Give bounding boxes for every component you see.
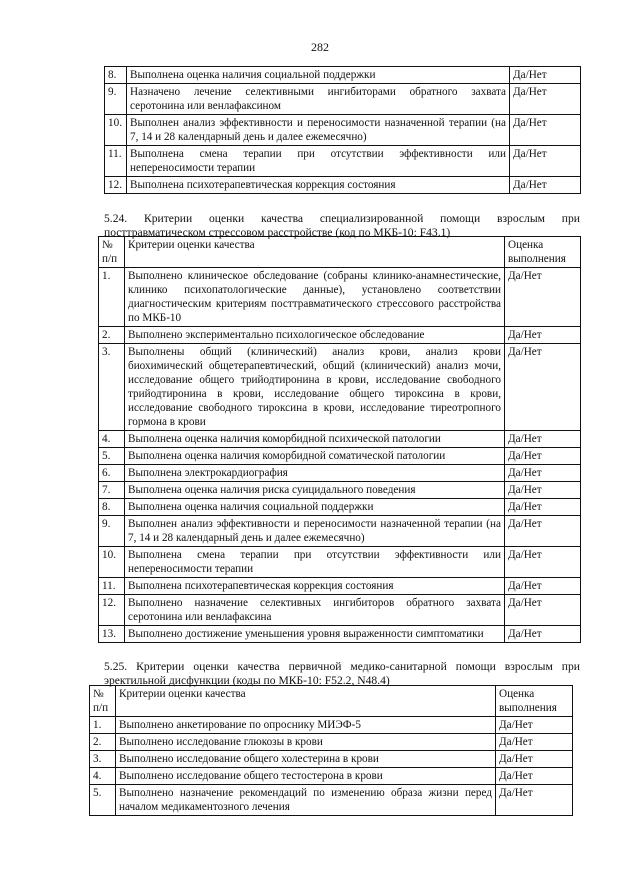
row-number: 12. <box>105 177 127 194</box>
row-number: 8. <box>105 67 127 84</box>
header-number: № п/п <box>99 237 125 268</box>
row-result: Да/Нет <box>505 499 581 516</box>
row-number: 11. <box>99 578 125 595</box>
row-number: 1. <box>90 717 116 734</box>
table-row <box>99 465 581 482</box>
row-criterion: Выполнено экспериментально психологическое обследование <box>125 327 505 344</box>
row-result: Да/Нет <box>496 768 573 785</box>
table-row <box>99 547 581 578</box>
table-row <box>99 431 581 448</box>
table-header-row <box>90 686 573 717</box>
page-number: 282 <box>311 40 329 54</box>
table-row <box>105 146 581 177</box>
row-criterion: Выполнено назначение рекомендаций по изменению образа жизни перед началом медикаментозного лечения <box>116 785 496 816</box>
row-number: 5. <box>99 448 125 465</box>
row-number: 9. <box>99 516 125 547</box>
row-criterion: Выполнена электрокардиография <box>125 465 505 482</box>
row-criterion: Выполнена оценка наличия социальной поддержки <box>125 499 505 516</box>
header-number: № п/п <box>90 686 116 717</box>
row-result: Да/Нет <box>505 448 581 465</box>
row-number: 4. <box>90 768 116 785</box>
row-result: Да/Нет <box>496 785 573 816</box>
row-number: 7. <box>99 482 125 499</box>
section-5-25-table <box>89 685 573 816</box>
table-row <box>99 327 581 344</box>
row-criterion: Выполнено клиническое обследование (собраны клинико-анамнестические, клинико психопатологические данные), установлено соответствии диагностическим критериям посттравматического стрессового расстройства по МКБ-10 <box>125 268 505 327</box>
row-result: Да/Нет <box>505 344 581 431</box>
table-row <box>99 344 581 431</box>
row-number: 3. <box>99 344 125 431</box>
row-criterion: Выполнена смена терапии при отсутствии эффективности или непереносимости терапии <box>127 146 510 177</box>
top-criteria-table <box>104 66 581 194</box>
row-criterion: Выполнено анкетирование по опроснику МИЭФ-5 <box>116 717 496 734</box>
row-result: Да/Нет <box>510 84 581 115</box>
row-number: 12. <box>99 595 125 626</box>
row-result: Да/Нет <box>505 482 581 499</box>
table-row <box>99 499 581 516</box>
row-criterion: Назначено лечение селективными ингибиторами обратного захвата серотонина или венлафаксином <box>127 84 510 115</box>
table-row <box>105 84 581 115</box>
row-number: 10. <box>99 547 125 578</box>
row-criterion: Выполнена оценка наличия коморбидной соматической патологии <box>125 448 505 465</box>
row-criterion: Выполнена оценка наличия коморбидной психической патологии <box>125 431 505 448</box>
row-result: Да/Нет <box>505 578 581 595</box>
row-criterion: Выполнено назначение селективных ингибиторов обратного захвата серотонина или венлафаксина <box>125 595 505 626</box>
header-result: Оценка выполнения <box>505 237 581 268</box>
row-result: Да/Нет <box>505 516 581 547</box>
table-row <box>90 734 573 751</box>
row-result: Да/Нет <box>505 626 581 643</box>
header-criteria: Критерии оценки качества <box>116 686 496 717</box>
row-number: 13. <box>99 626 125 643</box>
row-criterion: Выполнен анализ эффективности и переносимости назначенной терапии (на 7, 14 и 28 календарный день и далее ежемесячно) <box>127 115 510 146</box>
row-number: 4. <box>99 431 125 448</box>
row-criterion: Выполнена психотерапевтическая коррекция состояния <box>127 177 510 194</box>
table-row <box>105 67 581 84</box>
table-row <box>90 768 573 785</box>
table-row <box>99 448 581 465</box>
row-result: Да/Нет <box>496 717 573 734</box>
row-result: Да/Нет <box>505 268 581 327</box>
row-criterion: Выполнено исследование глюкозы в крови <box>116 734 496 751</box>
row-number: 9. <box>105 84 127 115</box>
row-criterion: Выполнен анализ эффективности и переносимости назначенной терапии (на 7, 14 и 28 календарный день и далее ежемесячно) <box>125 516 505 547</box>
row-criterion: Выполнено достижение уменьшения уровня выраженности симптоматики <box>125 626 505 643</box>
table-row <box>99 268 581 327</box>
row-number: 8. <box>99 499 125 516</box>
row-result: Да/Нет <box>510 146 581 177</box>
row-criterion: Выполнена оценка наличия социальной поддержки <box>127 67 510 84</box>
row-result: Да/Нет <box>496 734 573 751</box>
header-result: Оценка выполнения <box>496 686 573 717</box>
row-number: 1. <box>99 268 125 327</box>
section-5-24-heading: 5.24. Критерии оценки качества специализированной помощи взрослым при посттравматическом стрессовом расстройстве (код по МКБ-10: F43.1) <box>104 212 580 239</box>
table-header-row <box>99 237 581 268</box>
row-number: 6. <box>99 465 125 482</box>
table-row <box>99 626 581 643</box>
row-number: 2. <box>90 734 116 751</box>
table-row <box>90 785 573 816</box>
row-number: 3. <box>90 751 116 768</box>
row-result: Да/Нет <box>505 431 581 448</box>
row-number: 5. <box>90 785 116 816</box>
row-criterion: Выполнена психотерапевтическая коррекция состояния <box>125 578 505 595</box>
row-result: Да/Нет <box>505 595 581 626</box>
row-number: 10. <box>105 115 127 146</box>
row-criterion: Выполнено исследование общего тестостерона в крови <box>116 768 496 785</box>
row-criterion: Выполнены общий (клинический) анализ крови, анализ крови биохимический общетерапевтический, общий (клинический) анализ мочи, исследование общего трийодтиронина в крови, исследование свободного трийодтиронина в крови, исследование общего тироксина в крови, исследование свободного тироксина в крови, исследование тиреотропного гормона в крови <box>125 344 505 431</box>
row-result: Да/Нет <box>510 115 581 146</box>
table-row <box>99 578 581 595</box>
row-result: Да/Нет <box>510 67 581 84</box>
row-criterion: Выполнена смена терапии при отсутствии эффективности или непереносимости терапии <box>125 547 505 578</box>
table-row <box>90 751 573 768</box>
row-result: Да/Нет <box>505 547 581 578</box>
section-5-25-heading: 5.25. Критерии оценки качества первичной медико-санитарной помощи взрослым при эректильной дисфункции (коды по МКБ-10: F52.2, N48.4) <box>104 660 580 687</box>
row-result: Да/Нет <box>496 751 573 768</box>
table-row <box>90 717 573 734</box>
table-row <box>99 595 581 626</box>
header-criteria: Критерии оценки качества <box>125 237 505 268</box>
table-row <box>105 177 581 194</box>
row-result: Да/Нет <box>505 327 581 344</box>
row-result: Да/Нет <box>505 465 581 482</box>
row-number: 11. <box>105 146 127 177</box>
table-row <box>105 115 581 146</box>
table-row <box>99 482 581 499</box>
row-result: Да/Нет <box>510 177 581 194</box>
row-criterion: Выполнено исследование общего холестерина в крови <box>116 751 496 768</box>
row-number: 2. <box>99 327 125 344</box>
table-row <box>99 516 581 547</box>
section-5-24-table <box>98 236 581 643</box>
row-criterion: Выполнена оценка наличия риска суицидального поведения <box>125 482 505 499</box>
